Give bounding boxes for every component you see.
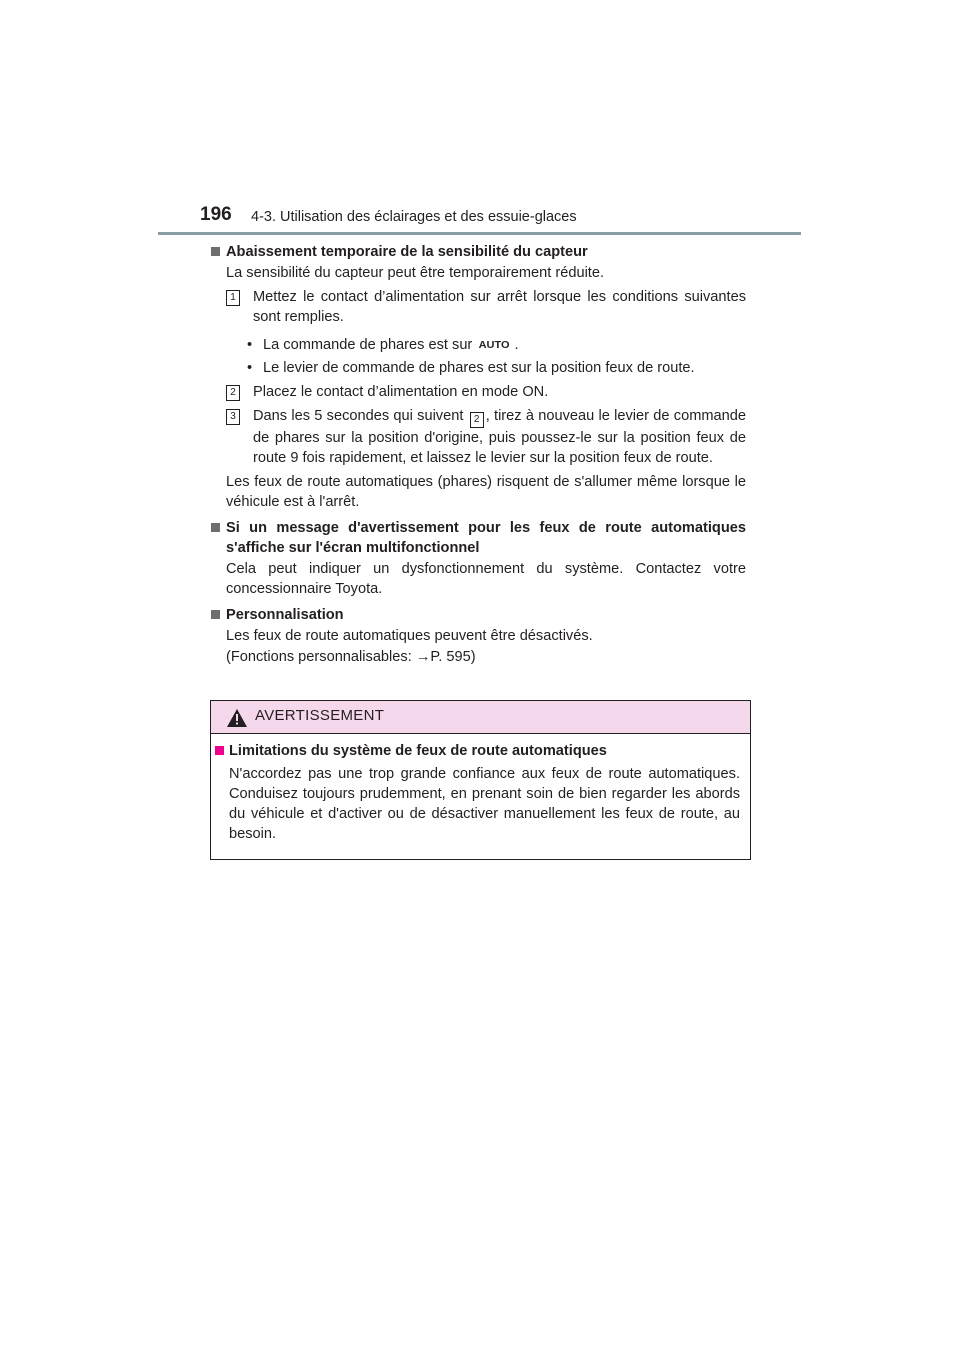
step-1-text: Mettez le contact d’alimentation sur arrêt lorsque les conditions suivantes sont remplies. bbox=[253, 289, 746, 325]
chapter-title: 4-3. Utilisation des éclairages et des essuie-glaces bbox=[251, 209, 577, 225]
step-number-1: 1 bbox=[226, 290, 240, 306]
section-note: Les feux de route automatiques (phares) risquent de s'allumer même lorsque le véhicule est à l'arrêt. bbox=[226, 474, 746, 510]
warning-header bbox=[211, 701, 750, 734]
square-bullet-icon bbox=[211, 247, 220, 256]
square-bullet-icon bbox=[215, 746, 224, 755]
warning-box bbox=[210, 700, 751, 860]
step-1 bbox=[211, 287, 746, 327]
main-content bbox=[211, 242, 746, 667]
section-title-sensitivity: Abaissement temporaire de la sensibilité du capteur bbox=[211, 242, 746, 262]
header-rule bbox=[158, 232, 801, 235]
section-title-warning-message: Si un message d'avertissement pour les feux de route automatiques s'affiche sur l'écran multifonctionnel bbox=[211, 518, 746, 558]
step-2-text: Placez le contact d’alimentation en mode ON. bbox=[253, 384, 549, 400]
section-intro: La sensibilité du capteur peut être temporairement réduite. bbox=[226, 265, 605, 281]
page-number: 196 bbox=[200, 204, 232, 225]
warning-title: AVERTISSEMENT bbox=[255, 707, 385, 724]
warning-text: N'accordez pas une trop grande confiance aux feux de route automatiques. Conduisez toujours prudemment, en prenant soin de bien regarder les abords du véhicule et d'activer ou de désactiver manuellement les feux de route, au besoin. bbox=[229, 766, 740, 842]
list-item: • Le levier de commande de phares est sur la position feux de route. bbox=[247, 360, 695, 376]
step-2 bbox=[211, 382, 746, 402]
list-item: • La commande de phares est sur AUTO . bbox=[247, 335, 746, 356]
step-number-3: 3 bbox=[226, 409, 240, 425]
warning-body bbox=[211, 741, 750, 844]
square-bullet-icon bbox=[211, 523, 220, 532]
square-bullet-icon bbox=[211, 610, 220, 619]
step-3: 3 Dans les 5 secondes qui suivent 2 , tirez à nouveau le levier de commande de phares sur la position d'origine, puis poussez-le sur la position feux de route 9 fois rapidement, et laissez le levier sur la position feux de route. bbox=[211, 406, 746, 468]
step-number-2: 2 bbox=[226, 385, 240, 401]
auto-headlight-icon: AUTO bbox=[478, 340, 510, 351]
step-reference-2: 2 bbox=[470, 412, 484, 428]
warning-triangle-icon bbox=[227, 709, 247, 727]
section-title-customization: Personnalisation bbox=[211, 605, 746, 625]
section-3-line-2: (Fonctions personnalisables: →P. 595) bbox=[226, 649, 476, 665]
condition-list bbox=[211, 335, 746, 378]
section-2-text: Cela peut indiquer un dysfonctionnement du système. Contactez votre concessionnaire Toyota. bbox=[226, 561, 746, 597]
section-3-line-1: Les feux de route automatiques peuvent être désactivés. bbox=[226, 628, 593, 644]
warning-subtitle: Limitations du système de feux de route automatiques bbox=[211, 741, 750, 761]
